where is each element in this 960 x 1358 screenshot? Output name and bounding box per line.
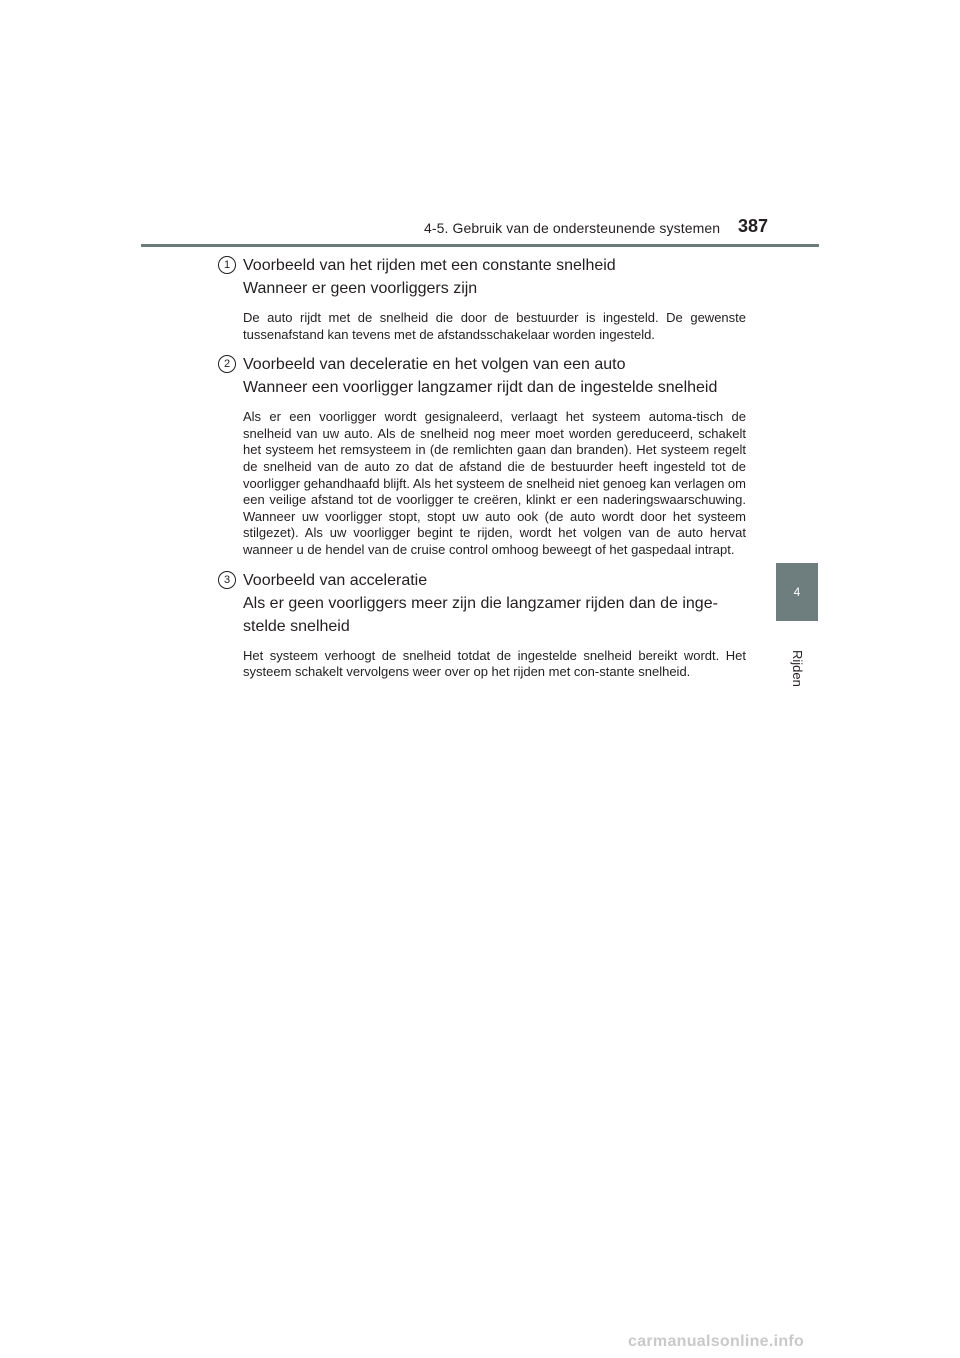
page-content bbox=[218, 254, 746, 681]
heading-line: Als er geen voorliggers meer zijn die langzamer rijden dan de inge-stelde snelheid bbox=[243, 594, 718, 635]
list-item bbox=[218, 254, 746, 343]
heading-line: Voorbeeld van het rijden met een constante snelheid bbox=[243, 257, 616, 274]
heading-line: Voorbeeld van deceleratie en het volgen van een auto bbox=[243, 356, 626, 374]
chapter-tab[interactable] bbox=[776, 563, 818, 621]
chapter-number: 4 bbox=[793, 585, 801, 599]
heading-line: Voorbeeld van acceleratie bbox=[243, 571, 428, 589]
item-body: De auto rijdt met de snelheid die door de bestuurder is ingesteld. De gewenste tussenafstand kan tevens met de afstandsschakelaar worden ingesteld. bbox=[243, 310, 746, 342]
page-number: 387 bbox=[738, 216, 769, 236]
circled-number-icon: 2 bbox=[218, 355, 236, 373]
list-item bbox=[218, 353, 746, 558]
item-heading bbox=[218, 353, 746, 399]
circled-number-icon: 1 bbox=[218, 256, 236, 274]
item-body: Als er een voorligger wordt gesignaleerd, verlaagt het systeem automa-tisch de snelheid van uw auto. Als de snelheid nog meer moet worden gereduceerd, schakelt het systeem het remsysteem in (de remlichten gaan dan branden). Het systeem regelt de snelheid van de auto zo dat de afstand die de bestuurder heeft ingesteld tot de voorligger gehandhaafd blijft. Als het systeem de snelheid niet genoeg kan verlagen om een veilige afstand tot de voorligger te creëren, klinkt er een naderingswaarschuwing. Wanneer uw voorligger stopt, stopt uw auto ook (de auto wordt door het systeem stilgezet). Als uw voorligger begint te rijden, wordt het volgen van de auto hervat wanneer u de hendel van de cruise control omhoog beweegt of het gaspedaal intrapt. bbox=[243, 409, 746, 557]
item-body: Het systeem verhoogt de snelheid totdat de ingestelde snelheid bereikt wordt. Het systeem schakelt vervolgens weer over op het rijden met con-stante snelheid. bbox=[243, 647, 746, 680]
heading-line: Wanneer er geen voorliggers zijn bbox=[243, 280, 478, 297]
heading-line: Wanneer een voorligger langzamer rijdt dan de ingestelde snelheid bbox=[243, 379, 718, 397]
item-heading bbox=[218, 254, 746, 300]
header-divider bbox=[141, 244, 819, 247]
section-title: 4-5. Gebruik van de ondersteunende systemen bbox=[424, 220, 721, 236]
list-item bbox=[218, 569, 746, 681]
watermark: carmanualsonline.info bbox=[628, 1333, 805, 1350]
chapter-label: Rijden bbox=[790, 650, 805, 687]
circled-number-icon: 3 bbox=[218, 571, 236, 589]
item-heading bbox=[218, 569, 746, 638]
